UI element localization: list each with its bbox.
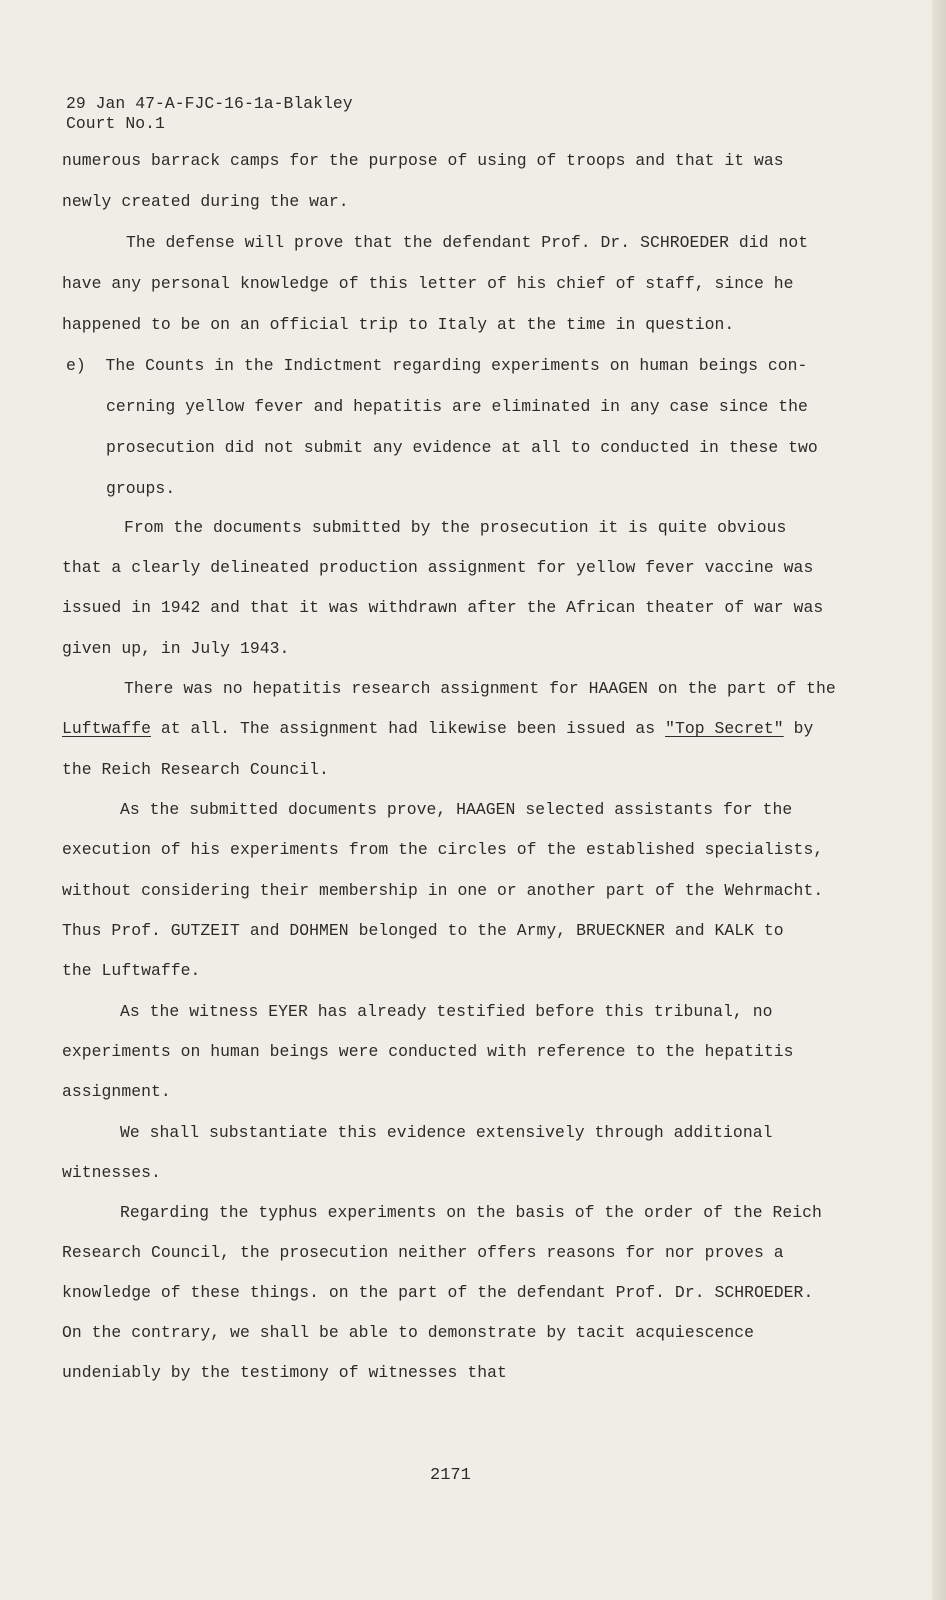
body-line xyxy=(62,719,813,739)
paragraph-first-line: Regarding the typhus experiments on the basis of the order of the Reich xyxy=(120,1203,822,1222)
body-line: witnesses. xyxy=(62,1163,161,1182)
body-line: assignment. xyxy=(62,1082,171,1101)
body-line: issued in 1942 and that it was withdrawn after the African theater of war was xyxy=(62,598,824,617)
list-item-e: e) The Counts in the Indictment regarding experiments on human beings con- xyxy=(66,356,808,375)
body-line: that a clearly delineated production assignment for yellow fever vaccine was xyxy=(62,558,814,577)
body-line: Research Council, the prosecution neither offers reasons for nor proves a xyxy=(62,1243,784,1262)
body-line: newly created during the war. xyxy=(62,192,349,211)
body-text-span: at all. The assignment had likewise been issued as xyxy=(150,719,666,738)
page-edge xyxy=(932,0,946,1600)
body-line: given up, in July 1943. xyxy=(62,639,290,658)
body-text-span: by xyxy=(783,719,814,738)
body-line: the Reich Research Council. xyxy=(62,760,329,779)
body-line: execution of his experiments from the circles of the established specialists, xyxy=(62,840,824,859)
paragraph-first-line: As the submitted documents prove, HAAGEN selected assistants for the xyxy=(120,800,793,819)
paragraph-first-line: The defense will prove that the defendant Prof. Dr. SCHROEDER did not xyxy=(126,233,809,252)
header-line-2: Court No.1 xyxy=(66,114,165,133)
page-number: 2171 xyxy=(430,1466,471,1485)
body-line: without considering their membership in one or another part of the Wehrmacht. xyxy=(62,881,824,900)
paragraph-first-line: We shall substantiate this evidence extensively through additional xyxy=(120,1123,773,1142)
paragraph-first-line: From the documents submitted by the prosecution it is quite obvious xyxy=(124,518,787,537)
body-line: experiments on human beings were conducted with reference to the hepatitis xyxy=(62,1042,794,1061)
body-line: undeniably by the testimony of witnesses that xyxy=(62,1363,507,1382)
body-line: knowledge of these things. on the part of the defendant Prof. Dr. SCHROEDER. xyxy=(62,1283,814,1302)
header-line-1: 29 Jan 47-A-FJC-16-1a-Blakley xyxy=(66,94,353,113)
paragraph-first-line: There was no hepatitis research assignment for HAAGEN on the part of the xyxy=(124,679,836,698)
underlined-term: "Top Secret" xyxy=(665,719,784,738)
paragraph-first-line: As the witness EYER has already testified before this tribunal, no xyxy=(120,1002,773,1021)
body-line: Thus Prof. GUTZEIT and DOHMEN belonged to the Army, BRUECKNER and KALK to xyxy=(62,921,784,940)
body-line: prosecution did not submit any evidence at all to conducted in these two xyxy=(106,438,818,457)
body-line: have any personal knowledge of this letter of his chief of staff, since he xyxy=(62,274,794,293)
underlined-term: Luftwaffe xyxy=(62,719,151,738)
body-line: cerning yellow fever and hepatitis are eliminated in any case since the xyxy=(106,397,808,416)
body-line: groups. xyxy=(106,479,176,498)
body-line: happened to be on an official trip to Italy at the time in question. xyxy=(62,315,735,334)
body-line: On the contrary, we shall be able to demonstrate by tacit acquiescence xyxy=(62,1323,755,1342)
body-line: the Luftwaffe. xyxy=(62,961,201,980)
body-line: numerous barrack camps for the purpose of using of troops and that it was xyxy=(62,151,784,170)
